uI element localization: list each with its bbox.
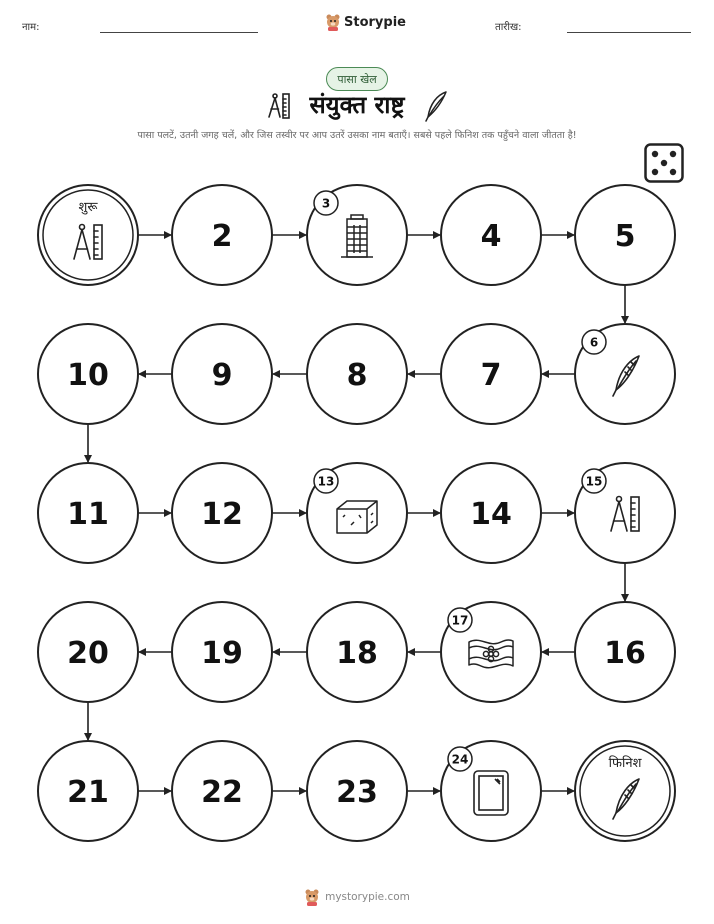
space-number: 12 xyxy=(201,497,243,532)
space-number: 18 xyxy=(336,636,378,671)
board-space-12[interactable] xyxy=(172,463,272,563)
board-space-6[interactable] xyxy=(575,324,675,424)
date-label: तारीख: xyxy=(495,22,522,33)
space-number: 22 xyxy=(201,775,243,810)
board-space-24[interactable] xyxy=(441,741,541,841)
board-space-10[interactable] xyxy=(38,324,138,424)
space-number: 16 xyxy=(604,636,646,671)
name-label: नाम: xyxy=(22,22,40,33)
space-number: 20 xyxy=(67,636,109,671)
board-space-23[interactable] xyxy=(307,741,407,841)
instructions-text: पासा पलटें, उतनी जगह चलें, और जिस तस्वीर पर आप उतरें उसका नाम बताएँ। सबसे पहले फिनिश तक पहुँचने वाला जीतता है! xyxy=(137,130,577,141)
board-space-19[interactable] xyxy=(172,602,272,702)
board-space-1[interactable] xyxy=(38,185,138,285)
board-space-18[interactable] xyxy=(307,602,407,702)
space-number: 10 xyxy=(67,358,109,393)
space-number: 13 xyxy=(317,474,335,489)
board-space-25[interactable] xyxy=(575,741,675,841)
finish-label: फिनिश xyxy=(608,756,642,771)
space-number: 19 xyxy=(201,636,243,671)
board-space-14[interactable] xyxy=(441,463,541,563)
space-number: 23 xyxy=(336,775,378,810)
board-space-3[interactable] xyxy=(307,185,407,285)
space-number: 11 xyxy=(67,497,109,532)
board-space-2[interactable] xyxy=(172,185,272,285)
board-space-5[interactable] xyxy=(575,185,675,285)
footer xyxy=(0,888,714,906)
footer-url: mystorypie.com xyxy=(325,891,410,903)
space-number: 17 xyxy=(451,613,469,628)
space-number: 9 xyxy=(211,358,233,393)
bear-mascot-icon xyxy=(304,888,320,906)
board-space-16[interactable] xyxy=(575,602,675,702)
board-space-20[interactable] xyxy=(38,602,138,702)
space-number: 7 xyxy=(480,358,502,393)
board-space-4[interactable] xyxy=(441,185,541,285)
board-space-9[interactable] xyxy=(172,324,272,424)
board-space-22[interactable] xyxy=(172,741,272,841)
space-number: 4 xyxy=(480,219,502,254)
space-number: 5 xyxy=(614,219,636,254)
game-type-badge: पासा खेल xyxy=(326,67,388,91)
space-number: 2 xyxy=(211,219,233,254)
space-number: 21 xyxy=(67,775,109,810)
board-space-7[interactable] xyxy=(441,324,541,424)
board-space-11[interactable] xyxy=(38,463,138,563)
board-space-17[interactable] xyxy=(441,602,541,702)
space-number: 14 xyxy=(470,497,512,532)
start-label: शुरू xyxy=(78,200,98,215)
board-space-21[interactable] xyxy=(38,741,138,841)
page-title: संयुक्त राष्ट्र xyxy=(309,91,405,119)
space-number: 24 xyxy=(451,752,469,767)
space-number: 6 xyxy=(589,335,599,350)
board-space-15[interactable] xyxy=(575,463,675,563)
board-space-8[interactable] xyxy=(307,324,407,424)
space-number: 8 xyxy=(346,358,368,393)
space-number: 15 xyxy=(585,474,603,489)
brand-name: Storypie xyxy=(344,14,406,30)
board-space-13[interactable] xyxy=(307,463,407,563)
space-number: 3 xyxy=(321,196,331,211)
